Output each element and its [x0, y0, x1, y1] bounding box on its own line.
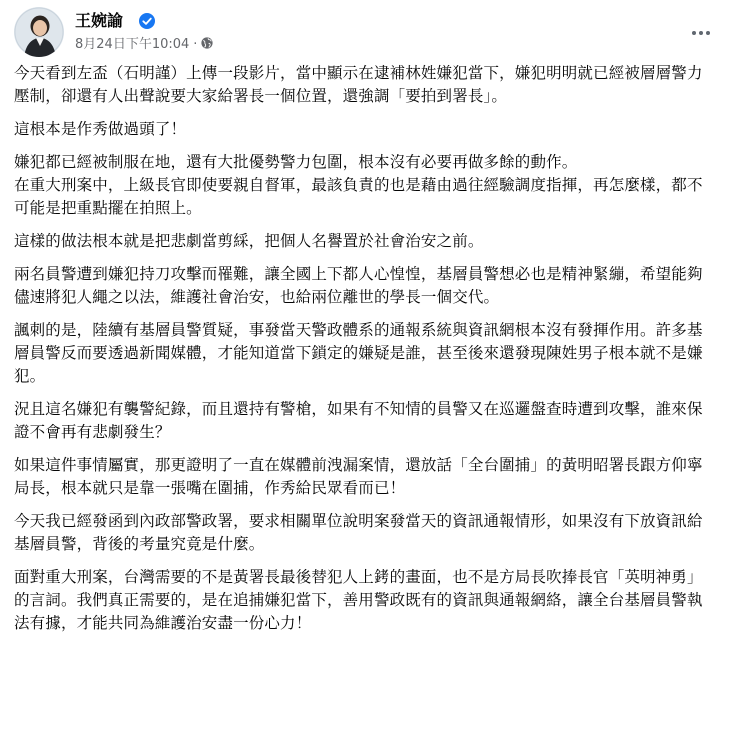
more-options-icon-dot-3 [706, 31, 710, 35]
post-paragraph: 今天看到左盃（石明謹）上傳一段影片，當中顯示在逮補林姓嫌犯當下，嫌犯明明就已經被層層警力壓制，卻還有人出聲說要大家給署長一個位置，還強調「要拍到署長」。 [14, 64, 703, 105]
more-options-button[interactable] [683, 15, 719, 51]
post-paragraph: 這樣的做法根本就是把悲劇當剪綵，把個人名譽置於社會治安之前。 [14, 232, 484, 250]
post-paragraph: 面對重大刑案，台灣需要的不是黃署長最後替犯人上銬的畫面，也不是方局長吹捧長官「英明神勇」的言詞。我們真正需要的，是在追捕嫌犯當下，善用警政既有的資訊與通報網絡，讓全台基層員警執法有據，才能共同為維護治安盡一份心力！ [14, 568, 703, 632]
post-paragraph: 這根本是作秀做過頭了！ [14, 120, 187, 138]
post-meta [75, 36, 213, 54]
globe-icon[interactable] [201, 37, 213, 49]
verified-badge-icon [139, 13, 155, 29]
post-paragraph: 兩名員警遭到嫌犯持刀攻擊而罹難，讓全國上下都人心惶惶，基層員警想必也是精神緊繃，希望能夠儘速將犯人繩之以法，維護社會治安，也給兩位離世的學長一個交代。 [14, 265, 703, 306]
post-text [14, 62, 714, 645]
post-paragraph: 況且這名嫌犯有襲警紀錄，而且還持有警槍，如果有不知情的員警又在巡邏盤查時遭到攻擊，誰來保證不會再有悲劇發生？ [14, 400, 703, 441]
post-header [14, 7, 719, 57]
post-paragraph: 嫌犯都已經被制服在地，還有大批優勢警力包圍，根本沒有必要再做多餘的動作。 在重大刑案中，上級長官即使要親自督軍，最該負責的也是藉由過往經驗調度指揮，再怎麼樣，都不可能是把重點擺在拍照上。 [14, 153, 703, 217]
more-options-icon-dot-2 [699, 31, 703, 35]
more-options-icon [692, 31, 696, 35]
author-name[interactable]: 王婉諭 [75, 11, 124, 30]
post-paragraph: 今天我已經發函到內政部警政署，要求相關單位說明案發當天的資訊通報情形，如果沒有下放資訊給基層員警，背後的考量究竟是什麼。 [14, 512, 703, 553]
avatar[interactable] [14, 7, 64, 57]
post-paragraph: 諷刺的是，陸續有基層員警質疑，事發當天警政體系的通報系統與資訊網根本沒有發揮作用。許多基層員警反而要透過新聞媒體，才能知道當下鎖定的嫌疑是誰，甚至後來還發現陳姓男子根本就不是嫌犯。 [14, 321, 703, 385]
post-paragraph: 如果這件事情屬實，那更證明了一直在媒體前洩漏案情，還放話「全台圍捕」的黃明昭署長跟方仰寧局長，根本就只是靠一張嘴在圍捕，作秀給民眾看而已！ [14, 456, 703, 497]
meta-separator: · [193, 37, 198, 52]
avatar-image [14, 7, 64, 57]
post-timestamp[interactable]: 8月24日下午10:04 [75, 37, 190, 52]
